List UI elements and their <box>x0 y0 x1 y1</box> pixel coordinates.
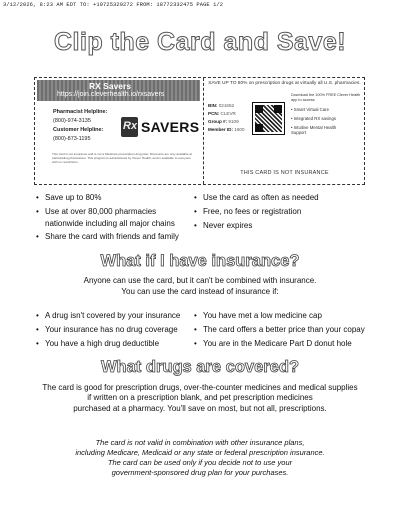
disclaimer-text: including Medicare, Medicaid or any state or federal prescription insurance. <box>75 448 325 457</box>
benefit-item: • Share the card with friends and family <box>45 232 179 242</box>
qr-code-icon <box>252 102 285 135</box>
card-save-line: SAVE UP TO 80% on prescription drugs at virtually all U.S. pharmacies. <box>208 81 361 86</box>
benefit-item: • Free, no fees or registration <box>203 207 301 217</box>
card-promo: Download the 100% FREE Clever Health app to access: <box>291 93 361 102</box>
card-field-group: Group #: 9109 <box>208 119 239 124</box>
disclaimer-text: The card can be used only if you decide not to use your <box>107 458 293 467</box>
card-feature: • Intuitive Mental Health Support <box>291 125 351 135</box>
insurance-intro: You can use the card instead of insurance if: <box>121 287 279 296</box>
rx-logo-icon <box>121 117 138 137</box>
card-fold-line <box>203 78 204 184</box>
logo-mark-text: Rx <box>123 120 138 132</box>
card-field-pcn: PCN: CLEVR <box>208 111 236 116</box>
disclaimer-text: government-sponsored drug plan for your purchases. <box>111 468 289 477</box>
card-fineprint: This card is not insurance and is not a Medicare prescription drug plan. Discounts are only available at participating pharmacies. This program is administered by Clever Health, and is available to everyone with no restrictions. <box>52 152 192 164</box>
banner-name: RX Savers <box>89 81 132 91</box>
disclaimer-text: The card is not valid in combination with other insurance plans, <box>95 438 305 447</box>
drugs-heading: What drugs are covered? <box>100 358 300 376</box>
pharmacist-helpline-phone: (800)-974-3135 <box>53 118 91 124</box>
benefit-item: • Use the card as often as needed <box>203 193 319 203</box>
logo-text: SAVERS <box>141 119 200 135</box>
card-field-bin: BIN: 021652 <box>208 103 235 108</box>
insurance-condition: • Your insurance has no drug coverage <box>45 325 178 335</box>
benefit-item-continued: nationwide including all major chains <box>45 219 175 228</box>
customer-helpline-phone: (800)-873-1195 <box>53 136 91 142</box>
card-banner <box>37 80 200 101</box>
discount-card <box>34 77 365 185</box>
drugs-text: if written on a prescription blank, and pet prescription medicines <box>87 393 313 402</box>
fax-header: 3/12/2026, 8:23 AM EDT TO: +19725329272 FROM: 18772332475 PAGE 1/2 <box>3 2 224 8</box>
insurance-heading: What if I have insurance? <box>100 252 300 270</box>
card-back <box>205 78 364 184</box>
insurance-condition: • You are in the Medicare Part D donut hole <box>203 339 352 349</box>
banner-url: https://join.cleverhealth.io/rxsavers <box>57 91 165 98</box>
benefit-item: • Save up to 80% <box>45 193 101 203</box>
card-feature: • Smart Virtual Care <box>291 107 329 112</box>
insurance-intro: Anyone can use the card, but it can't be combined with insurance. <box>83 276 317 285</box>
insurance-condition: • A drug isn't covered by your insurance <box>45 311 180 321</box>
insurance-condition: • You have a high drug deductible <box>45 339 159 349</box>
not-insurance-label: THIS CARD IS NOT INSURANCE <box>240 170 329 176</box>
benefit-item: • Never expires <box>203 221 252 231</box>
insurance-condition: • The card offers a better price than your copay <box>203 325 365 335</box>
insurance-condition: • You have met a low medicine cap <box>203 311 322 321</box>
drugs-text: purchased at a pharmacy. You'll save on most, but not all, prescriptions. <box>73 404 327 413</box>
card-field-member-id: Member ID: 1600 <box>208 127 245 132</box>
pharmacist-helpline-label: Pharmacist Helpline: <box>53 109 108 115</box>
benefit-item: • Use at over 80,000 pharmacies <box>45 207 156 217</box>
card-feature: • Integrated RX savings <box>291 116 336 121</box>
card-front <box>35 78 202 184</box>
customer-helpline-label: Customer Helpline: <box>53 127 104 133</box>
page-title: Clip the Card and Save! <box>53 28 347 56</box>
drugs-text: The card is good for prescription drugs, over-the-counter medicines and medical supplies <box>42 383 358 392</box>
